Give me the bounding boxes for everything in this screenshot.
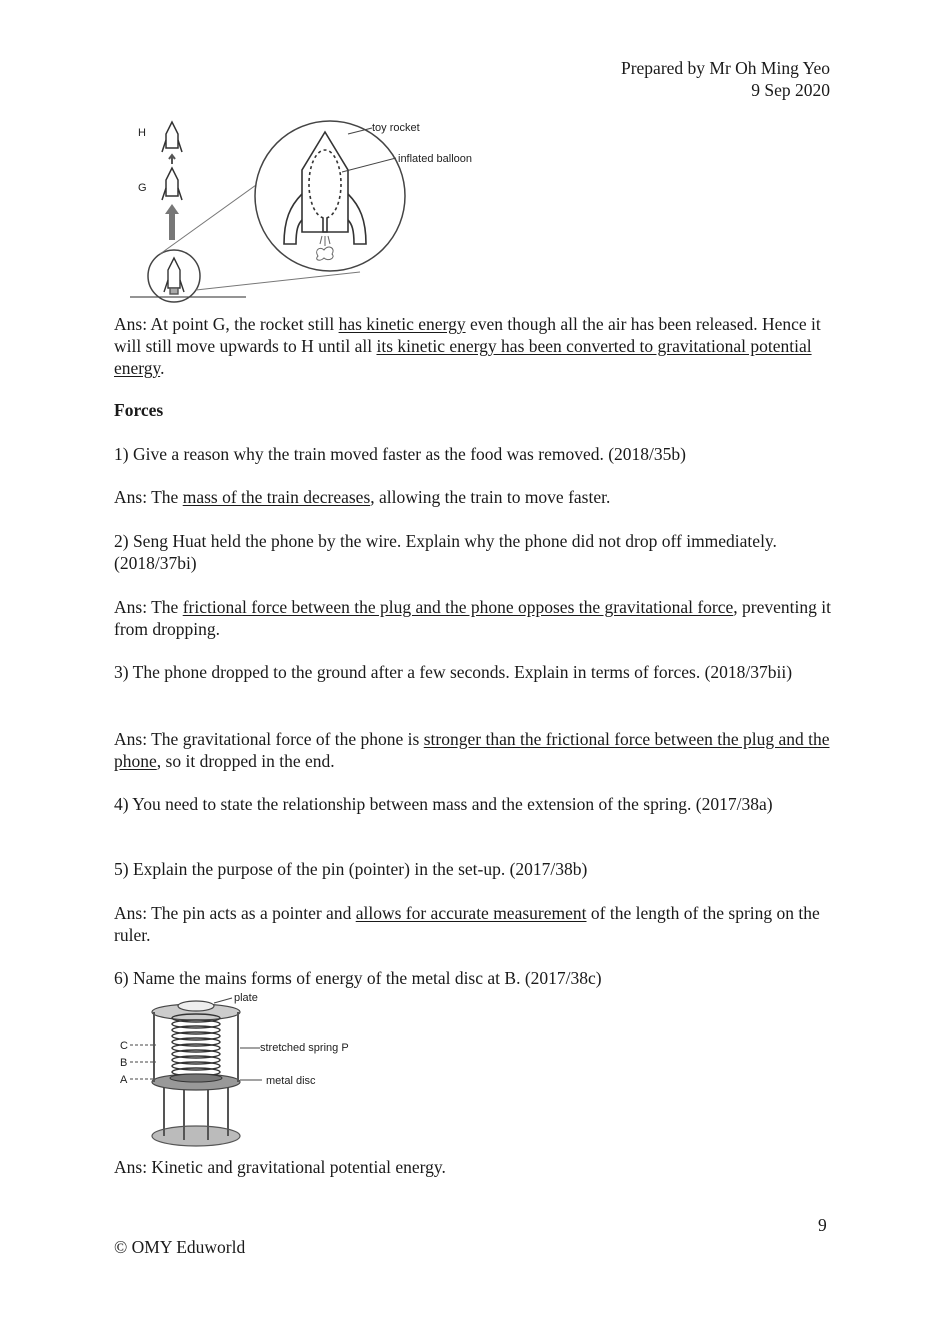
page-number: 9 [818, 1215, 827, 1235]
header-date: 9 Sep 2020 [751, 80, 830, 100]
arrow-large-icon [165, 204, 179, 240]
label-metal-disc: metal disc [266, 1075, 316, 1087]
question-3: 3) The phone dropped to the ground after a few seconds. Explain in terms of forces. (2018/37bii) [114, 662, 793, 682]
label-c: C [120, 1040, 128, 1052]
label-b: B [120, 1057, 128, 1069]
metal-disc-icon [170, 1074, 222, 1082]
label-a: A [120, 1074, 128, 1086]
question-2: 2) Seng Huat held the phone by the wire. Explain why the phone did not drop off immediately. (2018/37bi) [114, 531, 777, 573]
answer-2: Ans: The frictional force between the plug and the phone opposes the gravitational force, preventing it from dropping. [114, 597, 831, 639]
magnified-circle [255, 121, 405, 271]
spring-setup-figure [116, 990, 366, 1152]
arrow-small-icon [169, 155, 175, 164]
label-inflated-balloon: inflated balloon [398, 153, 473, 165]
label-plate: plate [234, 992, 258, 1004]
answer-6: Ans: Kinetic and gravitational potential energy. [114, 1157, 446, 1177]
plate-icon [178, 1001, 214, 1011]
section-title-forces: Forces [114, 400, 164, 420]
rocket-h-icon [162, 122, 182, 152]
question-6: 6) Name the mains forms of energy of the metal disc at B. (2017/38c) [114, 968, 602, 988]
label-stretched-spring: stretched spring P [260, 1042, 349, 1054]
answer-rocket: Ans: At point G, the rocket still has kinetic energy even though all the air has been released. Hence it will still move upwards to H until all its kinetic energy has been converted to gravitational potential energy. [114, 314, 821, 378]
question-5: 5) Explain the purpose of the pin (pointer) in the set-up. (2017/38b) [114, 859, 588, 879]
rocket-launch-icon [164, 258, 184, 294]
footer-copyright: © OMY Eduworld [114, 1237, 246, 1257]
question-4: 4) You need to state the relationship between mass and the extension of the spring. (2017/38a) [114, 794, 773, 814]
label-g: G [138, 182, 147, 194]
spring-icon [172, 1014, 220, 1076]
rocket-g-icon [162, 168, 182, 200]
question-1: 1) Give a reason why the train moved faster as the food was removed. (2018/35b) [114, 444, 686, 464]
answer-3: Ans: The gravitational force of the phone is stronger than the frictional force between the plug and the phone, so it dropped in the end. [114, 729, 830, 771]
answer-1: Ans: The mass of the train decreases, allowing the train to move faster. [114, 487, 611, 507]
label-h: H [138, 127, 146, 139]
prepared-by: Prepared by Mr Oh Ming Yeo [620, 58, 830, 78]
label-toy-rocket: toy rocket [372, 122, 420, 134]
answer-5: Ans: The pin acts as a pointer and allows for accurate measurement of the length of the spring on the ruler. [114, 903, 820, 945]
toy-rocket-figure [120, 112, 490, 308]
page-header [621, 57, 830, 101]
